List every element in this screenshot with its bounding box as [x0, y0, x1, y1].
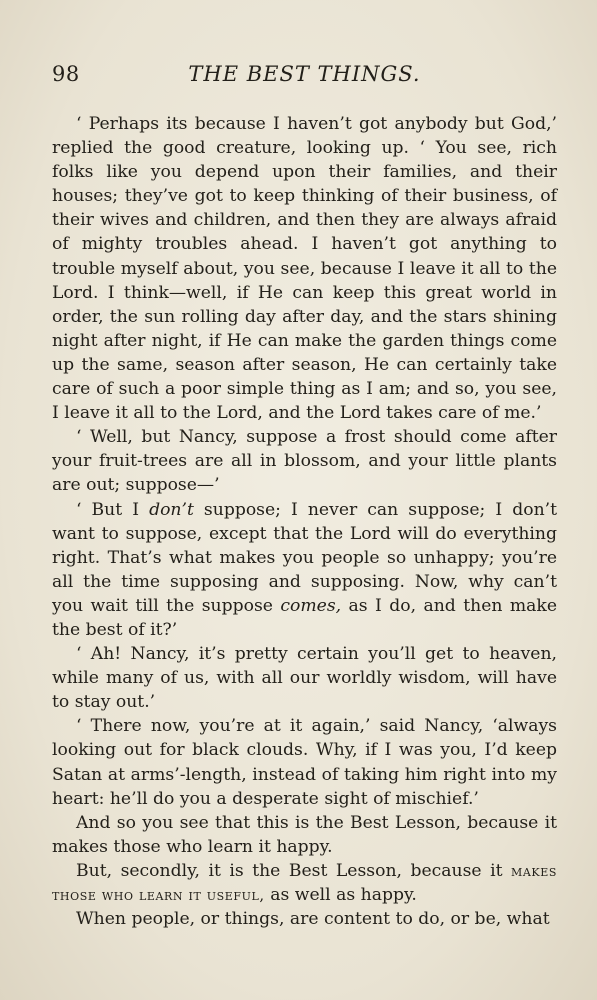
paragraph — [52, 859, 557, 907]
text-run: ‘ But I — [76, 499, 150, 520]
text-run: ‘ Well, but Nancy, suppose a frost should come after your fruit-trees are all in blossom, and your little plants are out; suppose—’ — [52, 427, 557, 496]
running-header — [52, 62, 557, 92]
text-run: ‘ Ah! Nancy, it’s pretty certain you’ll get to heaven, while many of us, with all our worldly wisdom, will have to stay out.’ — [52, 644, 557, 713]
italic-emphasis: don’t — [149, 499, 194, 520]
text-run: But, secondly, it is the Best Lesson, because it — [76, 860, 511, 881]
text-run: as I do, and then make the best of it?’ — [52, 595, 557, 640]
paragraph — [52, 907, 557, 931]
text-run: ‘ There now, you’re at it again,’ said Nancy, ‘always looking out for black clouds. Why, if I was you, I’d keep Satan at arms’-length, instead of taking him right into my heart: he’ll do you a desperate sight of mischief.’ — [52, 716, 557, 809]
paragraph — [52, 642, 557, 714]
page-number: 98 — [52, 62, 80, 86]
text-run: And so you see that this is the Best Lesson, because it makes those who learn it happy. — [52, 812, 557, 857]
paragraph — [52, 714, 557, 810]
text-run: When people, or things, are content to do, or be, what — [76, 909, 550, 930]
text-run: as well as happy. — [264, 885, 417, 905]
small-caps-emphasis: makes those who learn it useful, — [52, 861, 557, 904]
italic-emphasis: comes, — [280, 595, 342, 616]
body-text — [52, 112, 557, 931]
running-title: THE BEST THINGS. — [188, 62, 421, 86]
paragraph — [52, 811, 557, 859]
paragraph — [52, 425, 557, 497]
text-run: suppose; I never can suppose; I don’t want to suppose, except that the Lord will do everything right. That’s what makes you people so unhappy; you’re all the time supposing and supposing. Now, why can’t you wait till the suppose — [52, 499, 558, 616]
text-run: ‘ Perhaps its because I haven’t got anybody but God,’ replied the good creature, looking up. ‘ You see, rich folks like you depend upon their families, and their houses; they’ve got to keep thinking of their business, of their wives and children, and then they are always afraid of mighty troubles ahead. I haven’t got anything to trouble myself about, you see, because I leave it all to the Lord. I think—well, if He can keep this great world in order, the sun rolling day after day, and the stars shining night after night, if He can make the garden things come up the same, season after season, He can certainly take care of such a poor simple thing as I am; and so, you see, I leave it all to the Lord, and the Lord takes care of me.’ — [52, 114, 557, 424]
paragraph — [52, 112, 557, 425]
paragraph — [52, 498, 557, 643]
